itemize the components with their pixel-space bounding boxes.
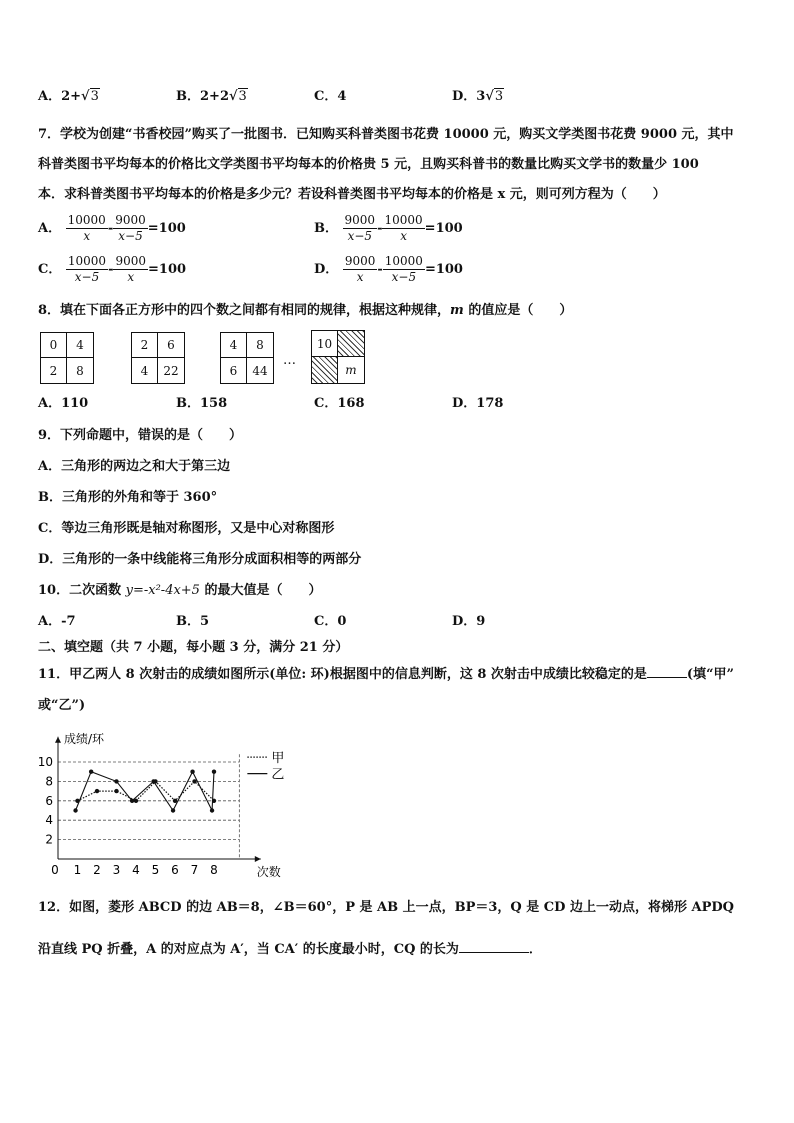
numerator: 10000 [67, 213, 106, 227]
q10-stem [38, 582, 322, 600]
option-letter: B． [176, 89, 200, 104]
y-tick-label: 6 [45, 793, 53, 808]
sqrt-sign: √ [228, 89, 238, 104]
cell-bottom-right: 44 [252, 363, 268, 378]
equation-rhs: =100 [148, 262, 187, 277]
equation-rhs: =100 [424, 262, 463, 277]
denominator: x−5 [343, 228, 378, 244]
q8-stem [38, 302, 572, 320]
x-tick-label: 4 [132, 863, 140, 877]
q8-option-d [452, 395, 503, 413]
option-text: -7 [61, 614, 76, 629]
denominator: x [66, 228, 108, 244]
q12-line-1: 12．如图，菱形 ABCD 的边 AB＝8，∠B＝60°，P 是 AB 上一点，BP＝3，Q 是 CD 边上一动点，将梯形 APDQ [38, 900, 734, 915]
q6-option-c [314, 88, 346, 106]
option-prefix: 4 [337, 89, 347, 104]
denominator: x−5 [66, 269, 108, 285]
section-heading: 二、填空题（共 7 小题，每小题 3 分，满分 21 分） [38, 640, 349, 655]
q7-option-c [38, 254, 186, 285]
x-tick-label: 6 [171, 863, 179, 877]
series-yi-point [171, 808, 175, 812]
x-tick-label: 5 [151, 863, 160, 877]
cell-bottom-left: 4 [132, 358, 158, 383]
radicand: 3 [90, 89, 99, 104]
operator: - [108, 262, 114, 277]
series-yi-point [190, 770, 194, 774]
q8-option-b [176, 395, 227, 413]
denominator: x [382, 228, 424, 244]
operator: - [107, 221, 114, 236]
denominator: x−5 [383, 269, 425, 285]
q6-option-a [38, 88, 100, 106]
q10-option-d [452, 613, 485, 631]
series-yi-point [130, 799, 134, 803]
x-tick-label: 0 [51, 863, 59, 877]
option-text: 5 [200, 614, 210, 629]
equation-rhs: =100 [424, 221, 463, 236]
radicand: 3 [494, 89, 504, 104]
cell-bottom-left: 2 [41, 358, 67, 383]
y-tick-label: 2 [45, 832, 53, 847]
y-axis-arrow [55, 737, 61, 743]
q11-text: 11．甲乙两人 8 次射击的成绩如图所示(单位: 环)根据图中的信息判断，这 8 次射击中成绩比较稳定的是 [38, 667, 647, 682]
q11-line-2: 或“乙”) [38, 698, 86, 713]
series-yi-point [210, 808, 214, 812]
q10-option-b [176, 613, 209, 631]
numerator: 9000 [115, 213, 146, 227]
option-letter: C． [314, 614, 338, 629]
chart-labels [38, 731, 284, 879]
option-text: 0 [337, 614, 347, 629]
q8-variable-m: m [450, 303, 464, 318]
q7-option-d [314, 254, 463, 285]
cell-bottom-right: 8 [76, 363, 84, 378]
q7-line-2: 科普类图书平均每本的价格比文学类图书平均每本的价格贵 5 元，且购买科普书的数量比购买文学书的数量少 100 [38, 157, 699, 172]
fraction [113, 213, 148, 244]
series-yi-point [114, 779, 118, 783]
option-text: 158 [200, 396, 228, 411]
numerator: 9000 [115, 254, 147, 268]
legend-yi-label: 乙 [271, 767, 285, 783]
fraction [66, 254, 108, 285]
q9-option-b: B．三角形的外角和等于 360° [38, 490, 218, 505]
cell-bottom-right: 22 [163, 363, 179, 378]
option-letter: D． [452, 89, 477, 104]
q7-option-a [38, 213, 186, 244]
denominator: x−5 [113, 228, 148, 244]
y-tick-label: 8 [45, 774, 53, 789]
hatched-cell [338, 331, 364, 357]
denominator: x [343, 269, 378, 285]
numerator: 9000 [344, 213, 376, 227]
cell-top-left: 0 [41, 333, 67, 358]
q9-option-d: D．三角形的一条中线能将三角形分成面积相等的两部分 [38, 552, 362, 567]
hatched-cell [312, 357, 338, 383]
q10-option-a [38, 613, 76, 631]
ellipsis: … [283, 353, 296, 368]
fraction [66, 213, 108, 244]
chart-axes [55, 737, 261, 862]
option-text: 9 [476, 614, 486, 629]
option-prefix: 2+2 [200, 89, 229, 104]
number-square-1 [40, 332, 94, 384]
numerator: 9000 [344, 254, 376, 268]
series-yi-point [212, 770, 216, 774]
cell-top-left: 4 [221, 333, 247, 358]
option-prefix: 3 [476, 89, 486, 104]
x-tick-label: 2 [93, 863, 101, 877]
fraction [343, 254, 378, 285]
score-line-chart [38, 722, 308, 887]
option-letter: C． [314, 396, 338, 411]
series-yi-point [73, 808, 77, 812]
y-axis-label: 成绩/环 [64, 731, 105, 746]
fraction [383, 254, 425, 285]
cell-top-right: 4 [67, 333, 93, 358]
option-letter: B． [176, 614, 200, 629]
numerator: 10000 [67, 254, 107, 268]
q11-text-tail: (填“甲” [686, 667, 735, 682]
q12-line-2 [38, 941, 542, 959]
q9-option-c: C．等边三角形既是轴对称图形，又是中心对称图形 [38, 521, 335, 536]
number-square-4 [311, 330, 365, 384]
option-letter: B． [176, 396, 200, 411]
option-text: 178 [476, 396, 504, 411]
option-letter: C． [38, 262, 62, 277]
q10-stem-text: 10．二次函数 [38, 583, 126, 598]
q10-option-c [314, 613, 346, 631]
number-square-3 [220, 332, 274, 384]
sqrt-sign: √ [485, 89, 494, 104]
q11-line-1 [38, 666, 734, 684]
q10-stem-tail: 的最大值是（ ） [199, 583, 322, 598]
fraction [113, 254, 148, 285]
option-letter: D． [452, 614, 477, 629]
q7-line-1: 7．学校为创建“书香校园”购买了一批图书．已知购买科普类图书花费 10000 元，购买文学类图书花费 9000 元，其中 [38, 127, 734, 142]
x-tick-label: 3 [112, 863, 121, 877]
y-tick-label: 10 [38, 755, 53, 769]
q8-option-c [314, 395, 365, 413]
number-square-2 [131, 332, 185, 384]
q12-text-tail: ． [528, 942, 542, 957]
numerator: 10000 [384, 213, 423, 227]
option-prefix: 2+ [61, 89, 82, 104]
q12-text: 沿直线 PQ 折叠，A 的对应点为 A′，当 CA′ 的长度最小时，CQ 的长为 [38, 942, 459, 957]
option-text: 110 [61, 396, 89, 411]
series-yi-point [89, 770, 93, 774]
operator: - [377, 221, 383, 236]
series-jia-point [95, 789, 99, 793]
q8-stem-tail: 的值应是（ ） [463, 303, 573, 318]
answer-blank [459, 952, 529, 953]
q6-option-d [452, 88, 504, 106]
option-letter: B． [314, 221, 338, 236]
cell-bottom-left: 6 [221, 358, 247, 383]
q9-stem: 9．下列命题中，错误的是（ ） [38, 428, 243, 443]
q8-stem-text: 8．填在下面各正方形中的四个数之间都有相同的规律，根据这种规律， [38, 303, 451, 318]
chart-series [73, 770, 216, 813]
option-letter: A． [38, 89, 62, 104]
option-letter: A． [38, 221, 62, 236]
cell-bottom-right: m [345, 363, 357, 377]
option-letter: D． [314, 262, 339, 277]
q7-option-b [314, 213, 463, 244]
equation-rhs: =100 [147, 221, 186, 236]
denominator: x [113, 269, 148, 285]
cell-top-right: 6 [158, 333, 184, 358]
q10-function: y=-x²-4x+5 [125, 583, 200, 598]
fraction [382, 213, 424, 244]
q7-line-3: 本．求科普类图书平均每本的价格是多少元？若设科普类图书平均每本的价格是 x 元，则可列方程为（ ） [38, 187, 666, 202]
numerator: 10000 [384, 254, 423, 268]
x-axis-arrow [255, 856, 261, 862]
q9-option-a: A．三角形的两边之和大于第三边 [38, 459, 231, 474]
legend-jia-label: 甲 [271, 751, 285, 767]
option-letter: A． [38, 614, 62, 629]
cell-top-left: 2 [132, 333, 158, 358]
answer-blank [647, 677, 687, 678]
x-tick-label: 8 [210, 863, 218, 877]
q8-option-a [38, 395, 88, 413]
q6-option-b [176, 88, 248, 106]
series-yi-point [151, 779, 155, 783]
x-tick-label: 7 [190, 863, 199, 877]
cell-top-right: 8 [247, 333, 273, 358]
x-tick-label: 1 [73, 863, 82, 877]
operator: - [377, 262, 383, 277]
option-letter: C． [314, 89, 338, 104]
cell-top-left: 10 [312, 331, 338, 357]
option-letter: A． [38, 396, 62, 411]
series-jia-point [114, 789, 118, 793]
fraction [343, 213, 378, 244]
option-letter: D． [452, 396, 477, 411]
radicand: 3 [238, 89, 247, 104]
sqrt-sign: √ [81, 89, 90, 104]
option-text: 168 [337, 396, 365, 411]
y-tick-label: 4 [45, 813, 53, 828]
x-axis-label: 次数 [256, 865, 281, 879]
